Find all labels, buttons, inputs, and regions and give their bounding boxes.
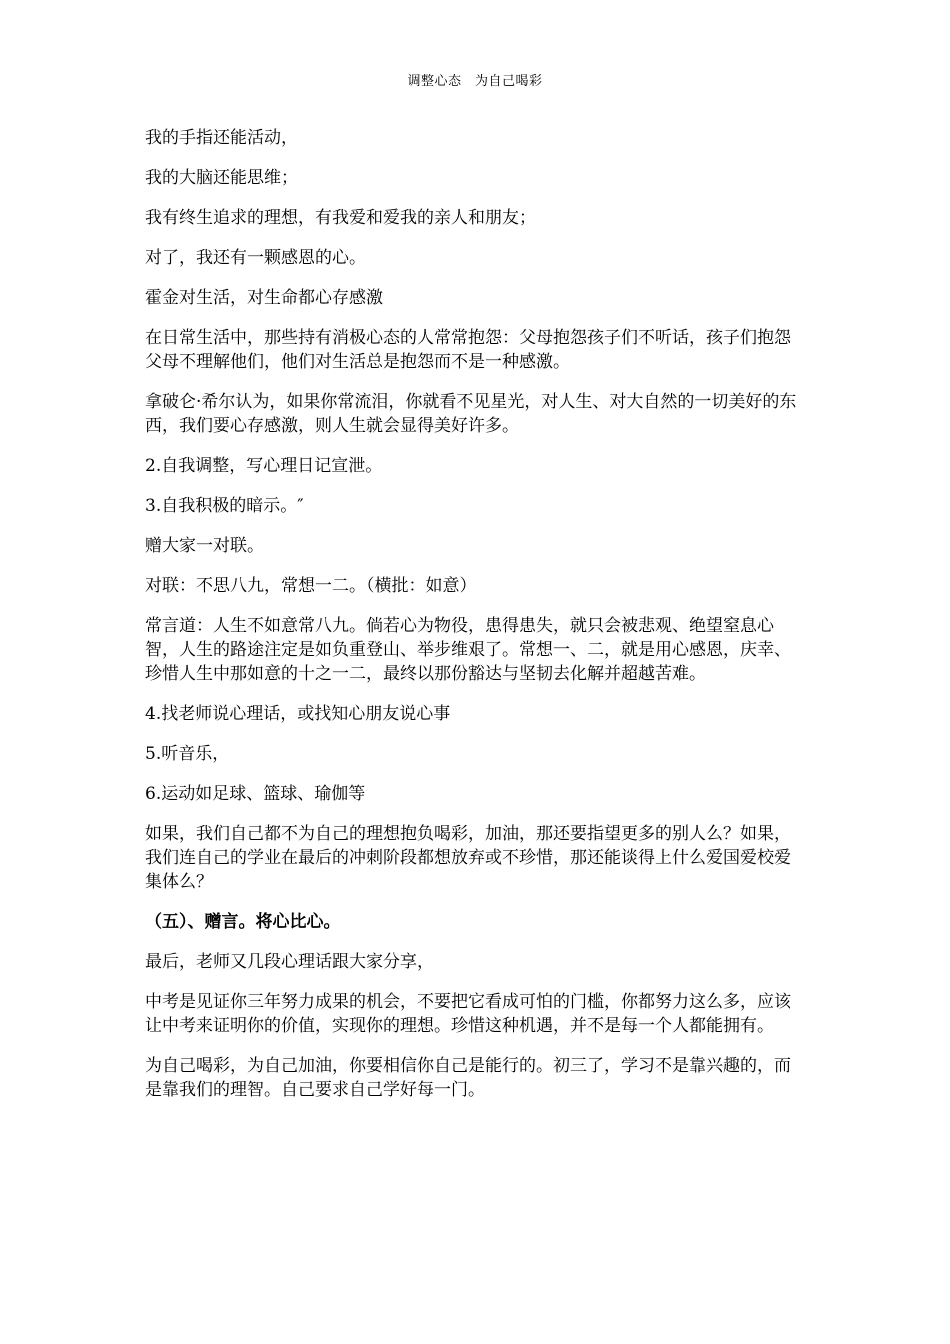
paragraph: 中考是见证你三年努力成果的机会，不要把它看成可怕的门槛，你都努力这么多，应该让中考来证明你的价值，实现你的理想。珍惜这种机遇，并不是每一个人都能拥有。 (145, 992, 791, 1036)
paragraph: 常言道：人生不如意常八九。倘若心为物役，患得患失，就只会被悲观、绝望窒息心智，人生的路途注定是如负重登山、举步维艰了。常想一、二，就是用心感恩，庆幸、珍惜人生中那如意的十之一二，最终以那份豁达与坚韧去化解并超越苦难。 (145, 616, 791, 684)
paragraph: 为自己喝彩，为自己加油，你要相信你自己是能行的。初三了，学习不是靠兴趣的，而是靠我们的理智。自己要求自己学好每一门。 (145, 1056, 791, 1100)
paragraph: 我有终生追求的理想，有我爱和爱我的亲人和朋友； (145, 208, 536, 228)
document-body (145, 126, 805, 1118)
paragraph: 拿破仑·希尔认为，如果你常流泪，你就看不见星光，对人生、对大自然的一切美好的东西，我们要心存感激，则人生就会显得美好许多。 (145, 392, 797, 436)
paragraph: 对了，我还有一颗感恩的心。 (145, 248, 366, 268)
list-item: 4.找老师说心理话，或找知心朋友说心事 (145, 704, 451, 724)
page-header: 调整心态 为自己喝彩 (407, 74, 543, 89)
paragraph: 最后，老师又几段心理话跟大家分享， (145, 952, 434, 972)
paragraph: 霍金对生活，对生命都心存感激 (145, 288, 383, 308)
paragraph: 我的大脑还能思维； (145, 168, 298, 188)
paragraph: 赠大家一对联。 (145, 536, 264, 556)
couplet: 对联：不思八九，常想一二。（横批：如意） (145, 576, 477, 596)
list-item: 3.自我积极的暗示。″ (145, 496, 304, 516)
paragraph: 在日常生活中，那些持有消极心态的人常常抱怨：父母抱怨孩子们不听话，孩子们抱怨父母不理解他们，他们对生活总是抱怨而不是一种感激。 (145, 328, 791, 372)
list-item: 2.自我调整，写心理日记宣泄。 (145, 456, 383, 476)
paragraph: 如果，我们自己都不为自己的理想抱负喝彩，加油，那还要指望更多的别人么？如果，我们连自己的学业在最后的冲刺阶段都想放弃或不珍惜，那还能谈得上什么爱国爱校爱集体么？ (145, 824, 791, 892)
list-item: 6.运动如足球、篮球、瑜伽等 (145, 784, 366, 804)
list-item: 5.听音乐， (145, 744, 230, 764)
section-heading: （五）、赠言。将心比心。 (145, 912, 341, 932)
paragraph: 我的手指还能活动， (145, 128, 298, 148)
